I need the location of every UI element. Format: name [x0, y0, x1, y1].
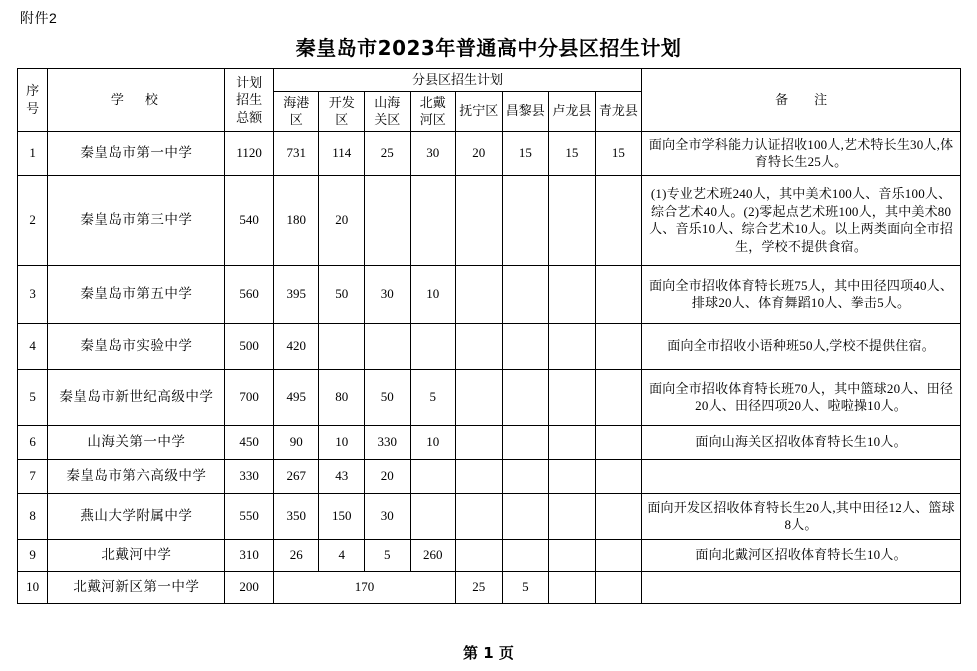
cell-school: 山海关第一中学	[48, 425, 225, 459]
table-header-row-1	[18, 69, 961, 92]
cell-beidaihe: 260	[410, 539, 456, 571]
cell-school: 秦皇岛市第三中学	[48, 175, 225, 265]
cell-qinglong	[595, 323, 642, 369]
cell-haigang: 350	[273, 493, 319, 539]
cell-beidaihe: 30	[410, 131, 456, 175]
cell-qinglong	[595, 369, 642, 425]
cell-remark: (1)专业艺术班240人，其中美术100人、音乐100人、综合艺术40人。(2)零起点艺术班100人，其中美术80人、音乐10人、综合艺术10人。以上两类面向全市招生，学校不提供食宿。	[642, 175, 961, 265]
header-district-changli: 昌黎县	[502, 91, 549, 131]
header-district-qinglong: 青龙县	[595, 91, 642, 131]
table-row	[18, 459, 961, 493]
cell-total: 550	[225, 493, 274, 539]
table-row	[18, 539, 961, 571]
cell-qinglong	[595, 265, 642, 323]
cell-funing	[456, 175, 503, 265]
table-row	[18, 571, 961, 603]
cell-qinglong	[595, 459, 642, 493]
cell-qinglong	[595, 493, 642, 539]
header-district-haigang: 海港区	[273, 91, 319, 131]
cell-school: 秦皇岛市第五中学	[48, 265, 225, 323]
cell-total: 560	[225, 265, 274, 323]
cell-seq: 2	[18, 175, 48, 265]
cell-shanhaiguan: 20	[364, 459, 410, 493]
cell-changli	[502, 175, 549, 265]
header-district-group: 分县区招生计划	[273, 69, 641, 92]
cell-funing	[456, 459, 503, 493]
header-total: 计划 招生 总额	[225, 69, 274, 132]
cell-haigang: 495	[273, 369, 319, 425]
header-remark: 备 注	[642, 69, 961, 132]
cell-funing: 20	[456, 131, 503, 175]
cell-remark: 面向全市招收体育特长班70人，其中篮球20人、田径20人、田径四项20人、啦啦操10人。	[642, 369, 961, 425]
header-district-shanhaiguan: 山海 关区	[364, 91, 410, 131]
cell-qinglong	[595, 571, 642, 603]
cell-shanhaiguan: 330	[364, 425, 410, 459]
cell-kaifaqu: 150	[319, 493, 365, 539]
table-row	[18, 425, 961, 459]
cell-shanhaiguan: 30	[364, 265, 410, 323]
cell-haigang: 26	[273, 539, 319, 571]
cell-kaifaqu: 10	[319, 425, 365, 459]
header-district-funing: 抚宁区	[456, 91, 503, 131]
cell-lulong	[549, 539, 596, 571]
cell-total: 500	[225, 323, 274, 369]
cell-shanhaiguan	[364, 323, 410, 369]
cell-funing	[456, 265, 503, 323]
cell-shanhaiguan: 30	[364, 493, 410, 539]
cell-seq: 8	[18, 493, 48, 539]
cell-seq: 4	[18, 323, 48, 369]
cell-school: 北戴河新区第一中学	[48, 571, 225, 603]
table-row	[18, 265, 961, 323]
cell-qinglong	[595, 175, 642, 265]
cell-beidaihe: 5	[410, 369, 456, 425]
cell-seq: 1	[18, 131, 48, 175]
cell-haigang: 267	[273, 459, 319, 493]
cell-haigang: 420	[273, 323, 319, 369]
table-row	[18, 131, 961, 175]
cell-funing	[456, 539, 503, 571]
cell-remark: 面向全市招收体育特长班75人，其中田径四项40人、排球20人、体育舞蹈10人、拳击5人。	[642, 265, 961, 323]
cell-funing	[456, 425, 503, 459]
cell-total: 200	[225, 571, 274, 603]
cell-remark: 面向全市学科能力认证招收100人,艺术特长生30人,体育特长生25人。	[642, 131, 961, 175]
cell-funing	[456, 493, 503, 539]
cell-beidaihe	[410, 493, 456, 539]
cell-lulong	[549, 175, 596, 265]
cell-remark	[642, 459, 961, 493]
header-seq: 序 号	[18, 69, 48, 132]
cell-seq: 9	[18, 539, 48, 571]
cell-lulong	[549, 425, 596, 459]
cell-beidaihe: 10	[410, 425, 456, 459]
page-footer: 第 1 页	[463, 644, 514, 662]
cell-shanhaiguan: 50	[364, 369, 410, 425]
cell-lulong	[549, 323, 596, 369]
cell-haigang: 180	[273, 175, 319, 265]
cell-kaifaqu: 114	[319, 131, 365, 175]
table-row	[18, 493, 961, 539]
attachment-label: 附件2	[20, 10, 58, 26]
header-district-lulong: 卢龙县	[549, 91, 596, 131]
cell-kaifaqu: 43	[319, 459, 365, 493]
cell-total: 330	[225, 459, 274, 493]
cell-seq: 10	[18, 571, 48, 603]
cell-seq: 7	[18, 459, 48, 493]
cell-funing: 25	[456, 571, 503, 603]
cell-school: 秦皇岛市第一中学	[48, 131, 225, 175]
page-title: 秦皇岛市2023年普通高中分县区招生计划	[295, 36, 682, 60]
cell-total: 1120	[225, 131, 274, 175]
cell-remark: 面向开发区招收体育特长生20人,其中田径12人、篮球8人。	[642, 493, 961, 539]
cell-changli	[502, 493, 549, 539]
cell-lulong	[549, 265, 596, 323]
header-school: 学 校	[48, 69, 225, 132]
cell-school: 燕山大学附属中学	[48, 493, 225, 539]
cell-remark: 面向全市招收小语种班50人,学校不提供住宿。	[642, 323, 961, 369]
table-row	[18, 323, 961, 369]
cell-total: 540	[225, 175, 274, 265]
cell-changli: 15	[502, 131, 549, 175]
table-row	[18, 175, 961, 265]
cell-lulong	[549, 459, 596, 493]
cell-beidaihe	[410, 459, 456, 493]
header-district-kaifaqu: 开发区	[319, 91, 365, 131]
cell-beidaihe	[410, 323, 456, 369]
cell-haigang: 395	[273, 265, 319, 323]
cell-funing	[456, 323, 503, 369]
cell-seq: 6	[18, 425, 48, 459]
cell-kaifaqu: 80	[319, 369, 365, 425]
cell-changli	[502, 265, 549, 323]
cell-districts-merged: 170	[273, 571, 455, 603]
cell-changli	[502, 425, 549, 459]
cell-shanhaiguan: 25	[364, 131, 410, 175]
enrollment-plan-table-wrap	[17, 68, 961, 604]
cell-lulong	[549, 369, 596, 425]
cell-school: 秦皇岛市实验中学	[48, 323, 225, 369]
cell-remark: 面向北戴河区招收体育特长生10人。	[642, 539, 961, 571]
header-district-beidaihe: 北戴 河区	[410, 91, 456, 131]
cell-school: 北戴河中学	[48, 539, 225, 571]
cell-qinglong: 15	[595, 131, 642, 175]
table-row	[18, 369, 961, 425]
cell-funing	[456, 369, 503, 425]
cell-remark	[642, 571, 961, 603]
cell-haigang: 731	[273, 131, 319, 175]
cell-seq: 3	[18, 265, 48, 323]
cell-kaifaqu: 50	[319, 265, 365, 323]
cell-kaifaqu: 20	[319, 175, 365, 265]
cell-shanhaiguan: 5	[364, 539, 410, 571]
cell-changli	[502, 369, 549, 425]
cell-kaifaqu	[319, 323, 365, 369]
cell-changli	[502, 539, 549, 571]
cell-lulong	[549, 571, 596, 603]
cell-beidaihe	[410, 175, 456, 265]
cell-total: 310	[225, 539, 274, 571]
cell-changli	[502, 459, 549, 493]
cell-seq: 5	[18, 369, 48, 425]
cell-total: 700	[225, 369, 274, 425]
cell-school: 秦皇岛市第六高级中学	[48, 459, 225, 493]
cell-school: 秦皇岛市新世纪高级中学	[48, 369, 225, 425]
cell-qinglong	[595, 425, 642, 459]
cell-haigang: 90	[273, 425, 319, 459]
cell-remark: 面向山海关区招收体育特长生10人。	[642, 425, 961, 459]
cell-shanhaiguan	[364, 175, 410, 265]
cell-lulong: 15	[549, 131, 596, 175]
cell-qinglong	[595, 539, 642, 571]
cell-beidaihe: 10	[410, 265, 456, 323]
cell-kaifaqu: 4	[319, 539, 365, 571]
cell-lulong	[549, 493, 596, 539]
cell-total: 450	[225, 425, 274, 459]
enrollment-plan-table	[17, 68, 961, 604]
cell-changli: 5	[502, 571, 549, 603]
cell-changli	[502, 323, 549, 369]
